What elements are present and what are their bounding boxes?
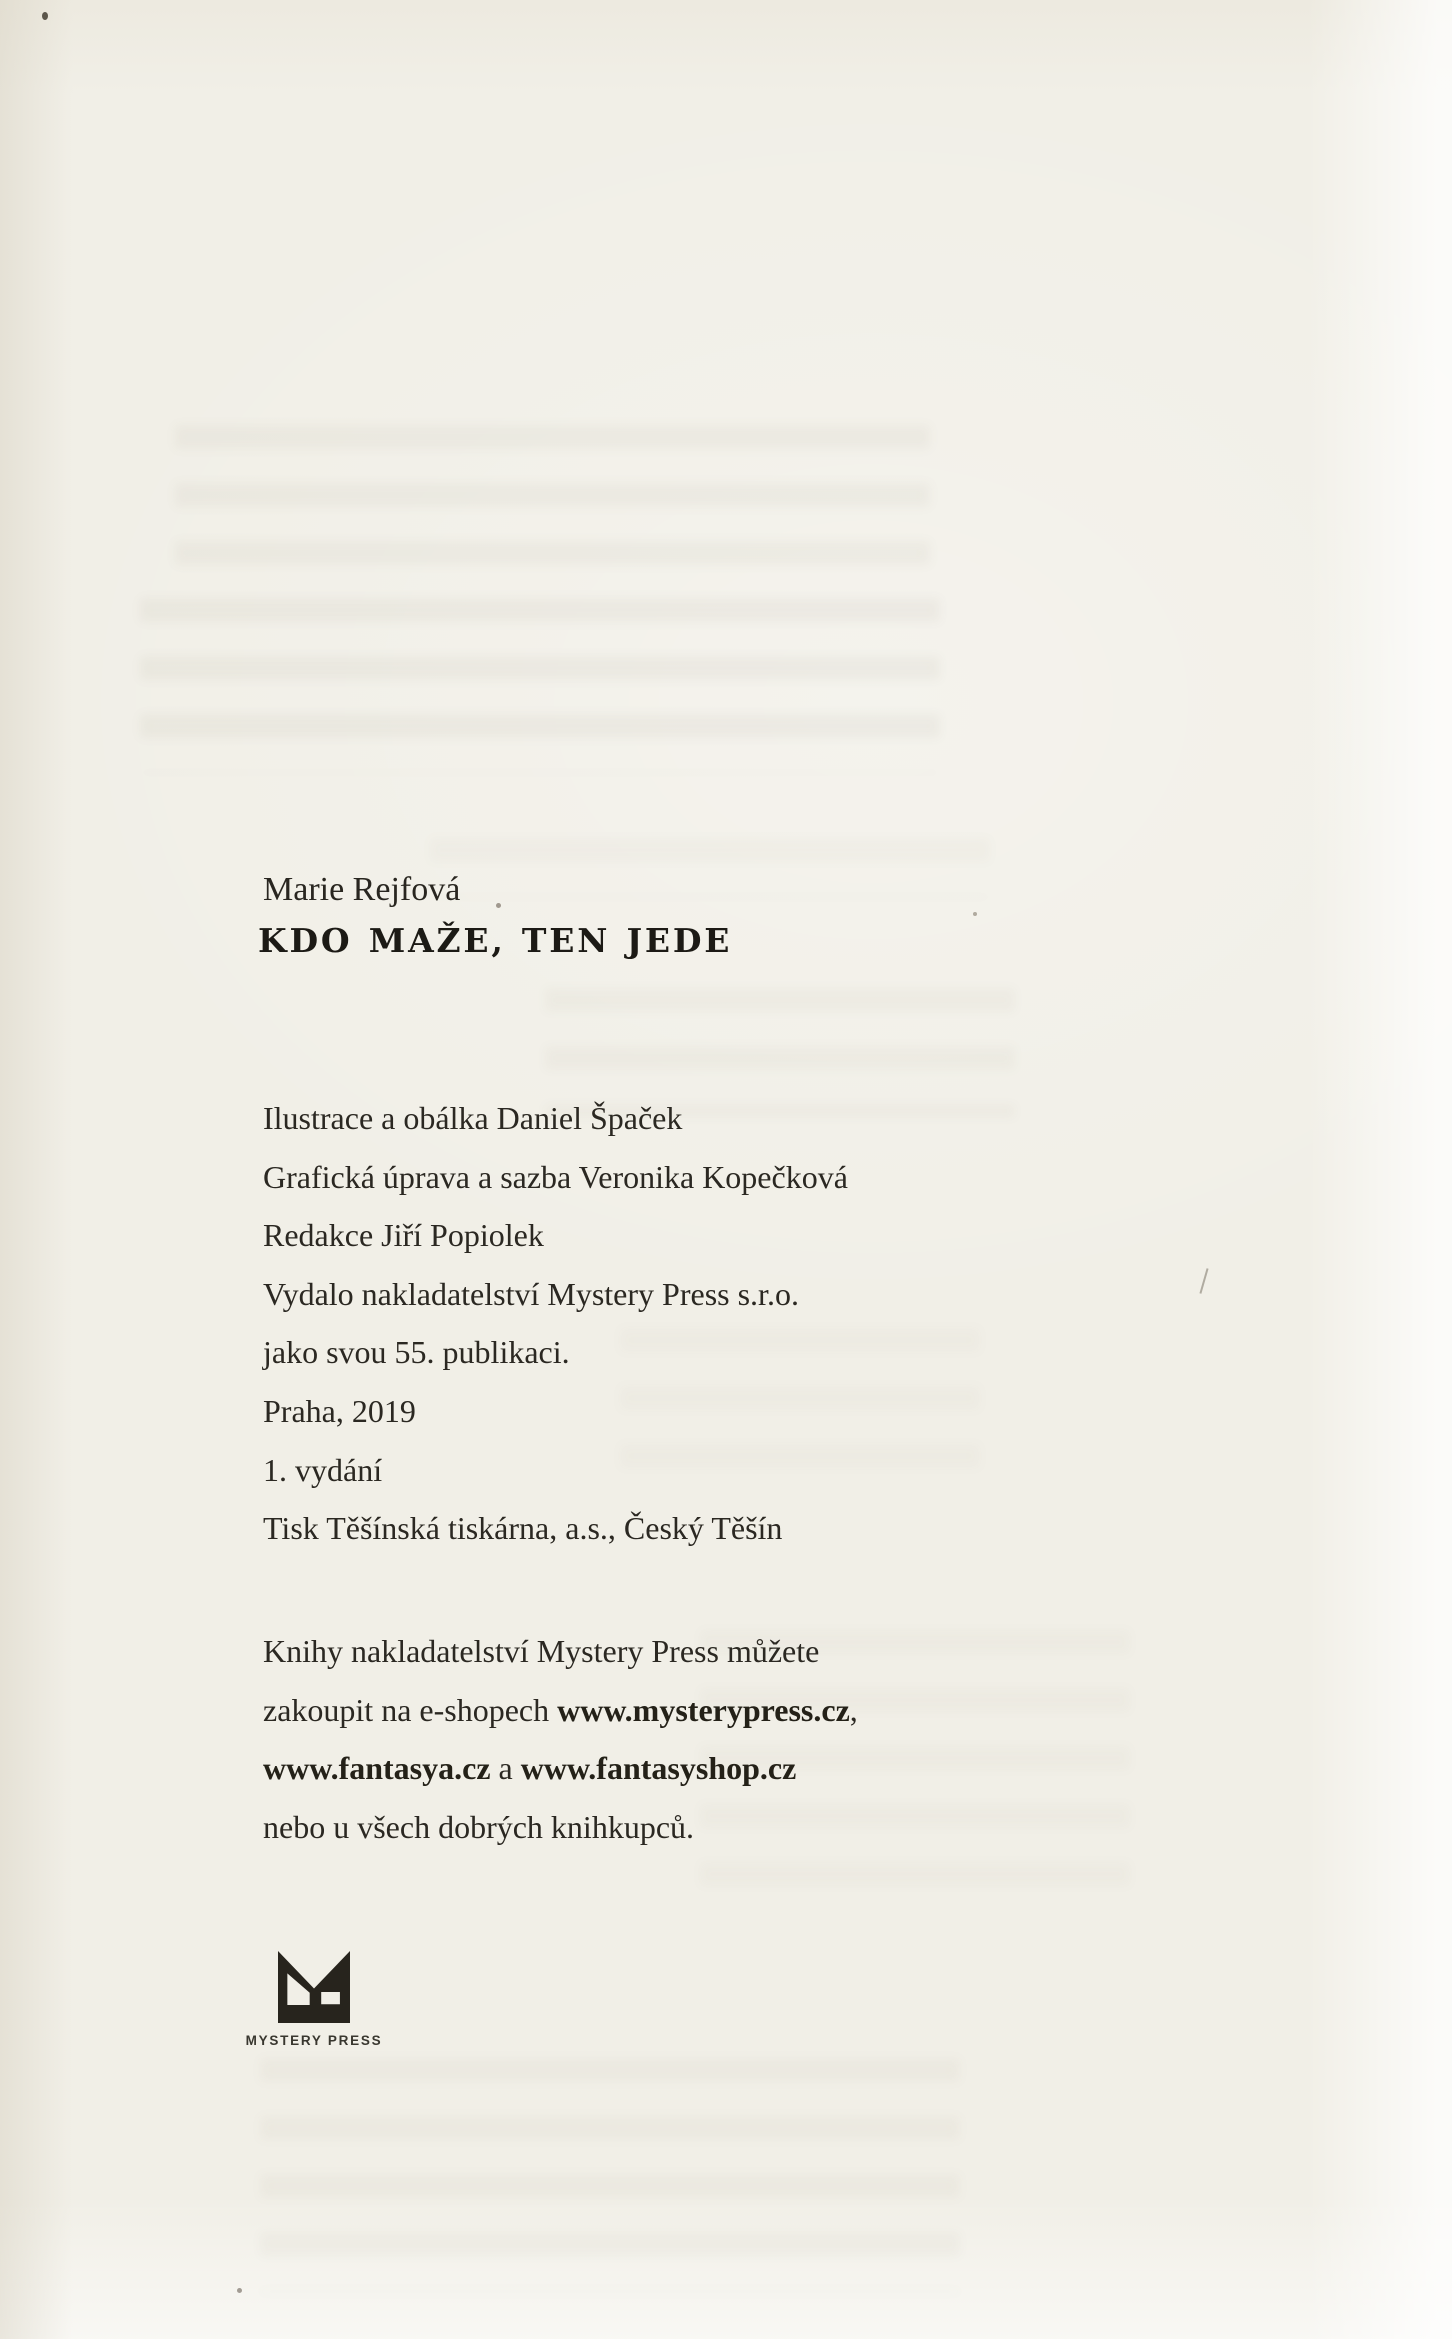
distribution-line-1: Knihy nakladatelství Mystery Press můžete <box>263 1633 820 1669</box>
distribution-line-2-comma: , <box>849 1691 858 1728</box>
credit-line-illustration: Ilustrace a obálka Daniel Špaček <box>263 1100 683 1136</box>
page-showthrough <box>140 598 940 773</box>
scan-speck <box>237 2288 242 2293</box>
credit-line-editor: Redakce Jiří Popiolek <box>263 1217 544 1254</box>
page-showthrough <box>175 425 930 590</box>
mystery-press-logo-icon <box>278 1950 350 2024</box>
credit-line-printer: Tisk Těšínská tiskárna, a.s., Český Těšín <box>263 1510 783 1547</box>
scan-speck <box>496 903 501 908</box>
distribution-line-3 <box>263 1739 858 1798</box>
url-fantasyshop: www.fantasyshop.cz <box>520 1750 797 1787</box>
credit-line-publisher: Vydalo nakladatelství Mystery Press s.r.o. <box>263 1275 799 1312</box>
scan-speck <box>973 912 977 916</box>
credits-block <box>263 1089 848 1558</box>
credit-line-place-year: Praha, 2019 <box>263 1392 416 1429</box>
distribution-line-2 <box>263 1681 858 1740</box>
publisher-name: MYSTERY PRESS <box>245 2033 383 2048</box>
page-showthrough <box>430 838 990 898</box>
publisher-mark <box>234 1950 394 2048</box>
scan-mark <box>1199 1268 1208 1294</box>
distribution-line-4: nebo u všech dobrých knihkupců. <box>263 1808 695 1845</box>
credit-line-publication: jako svou 55. publikaci. <box>263 1334 570 1371</box>
page-showthrough <box>260 2058 960 2293</box>
distribution-line-3-conjunction: a <box>490 1750 521 1787</box>
url-fantasya: www.fantasya.cz <box>263 1750 491 1787</box>
distribution-block <box>263 1622 858 1856</box>
book-title: KDO MAŽE, TEN JEDE <box>258 921 733 960</box>
scan-speck <box>42 12 48 20</box>
credit-line-edition: 1. vydání <box>263 1451 383 1488</box>
credit-line-design: Grafická úprava a sazba Veronika Kopečková <box>263 1158 848 1195</box>
distribution-line-2-text: zakoupit na e-shopech <box>263 1691 558 1728</box>
url-mysterypress: www.mysterypress.cz <box>557 1691 850 1728</box>
author-name: Marie Rejfová <box>263 871 461 908</box>
